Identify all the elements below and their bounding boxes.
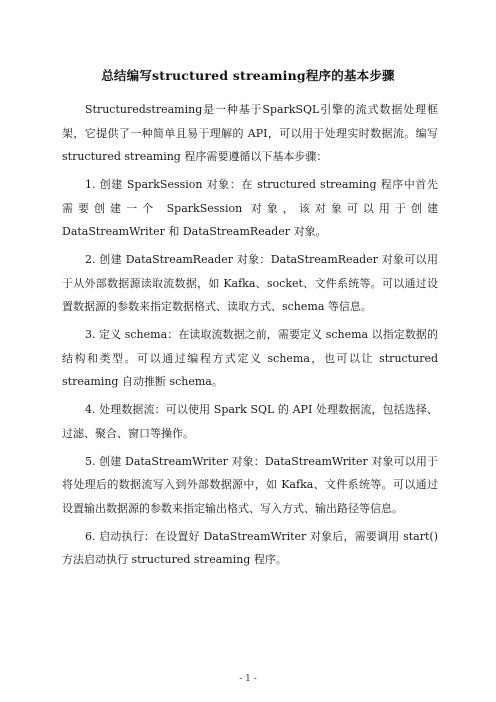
paragraph-step-5: 5. 创建 DataStreamWriter 对象：DataStreamWriter 对象可以用于将处理后的数据流写入到外部数据源中，如 Kafka、文件系统等。可以通过设置输出数据源的参数来指定输出格式、写入方式、输出路径等信息。 — [62, 454, 438, 515]
page-number: - 1 - — [239, 674, 257, 684]
paragraph-step-1: 1. 创建 SparkSession 对象：在 structured streaming 程序中首先需要创建一个 SparkSession 对象，该对象可以用于创建 DataStreamWriter 和 DataStreamReader 对象。 — [62, 178, 438, 238]
document-title: 总结编写structured streaming程序的基本步骤 — [101, 68, 395, 83]
paragraph-step-2: 2. 创建 DataStreamReader 对象：DataStreamReader 对象可以用于从外部数据源读取流数据，如 Kafka、socket、文件系统等。可以通过设置数据源的参数来指定数据格式、读取方式、schema 等信息。 — [62, 253, 438, 313]
paragraph-step-4: 4. 处理数据流：可以使用 Spark SQL 的 API 处理数据流，包括选择、过滤、聚合、窗口等操作。 — [62, 403, 438, 440]
document-body — [62, 98, 438, 576]
paragraph-intro: Structuredstreaming是一种基于SparkSQL引擎的流式数据处理框架，它提供了一种简单且易于理解的 API，可以用于处理实时数据流。编写 structured streaming 程序需要遵循以下基本步骤： — [62, 103, 438, 163]
paragraph-step-6: 6. 启动执行：在设置好 DataStreamWriter 对象后，需要调用 start() 方法启动执行 structured streaming 程序。 — [62, 529, 438, 566]
paragraph-step-3: 3. 定义 schema：在读取流数据之前，需要定义 schema 以指定数据的结构和类型。可以通过编程方式定义 schema，也可以让 structured streaming 自动推断 schema。 — [62, 328, 438, 388]
